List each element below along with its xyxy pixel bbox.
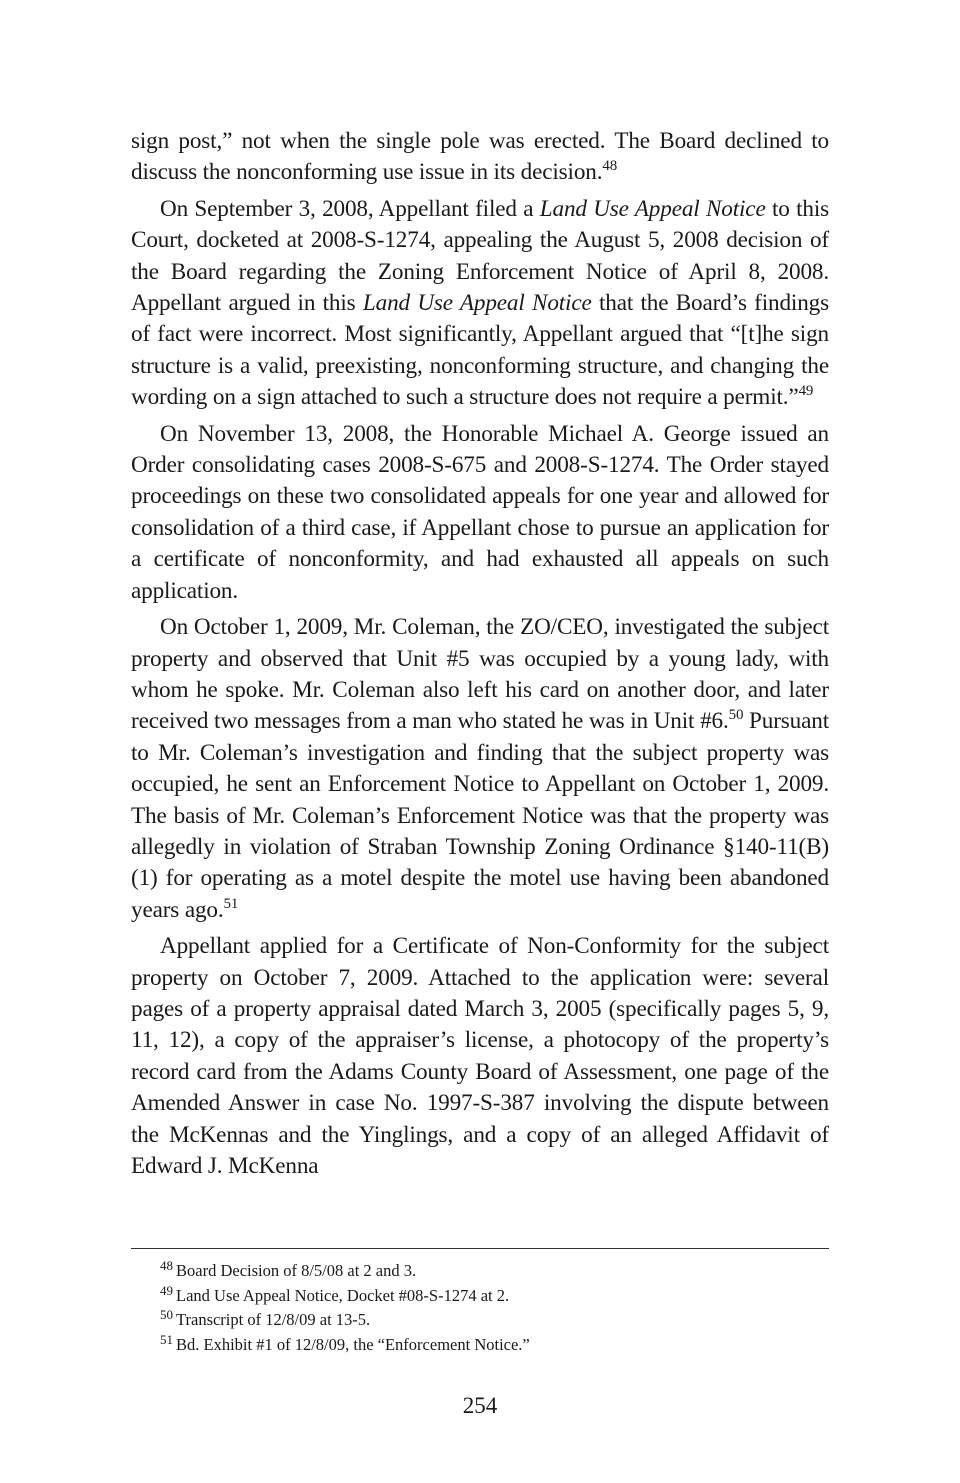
footnote-50 bbox=[131, 1308, 829, 1333]
footnote-ref-51: 51 bbox=[223, 895, 239, 912]
footnote-ref-49: 49 bbox=[798, 383, 814, 400]
footnote-text: Transcript of 12/8/09 at 13-5. bbox=[176, 1310, 371, 1329]
paragraph-2-text-2: to this Court, docketed at 2008-S-1274, appealing the August 5, 2008 decision of the Board regarding the Zoning Enforcement Notice of April 8, 2008. Appellant argued in this bbox=[131, 195, 830, 317]
footnote-number: 48 bbox=[160, 1258, 173, 1273]
document-page bbox=[131, 126, 829, 1187]
paragraph-5-text-1: Appellant applied for a Certificate of Non-Conformity for the subject property on October 7, 2009. Attached to the application were: several pages of a property appraisal dated March 3, 2005 (specifically pages 5, 9, 11, 12), a copy of the appraiser’s license, a photocopy of the property’s record card from the Adams County Board of Assessment, one page of the Amended Answer in case No. 1997-S-387 involving the dispute between the McKennas and the Yinglings, and a copy of an alleged Affidavit of Edward J. McKenna bbox=[131, 933, 829, 1179]
body-text bbox=[131, 126, 829, 1182]
paragraph-1-text-1: sign post,” not when the single pole was erected. The Board declined to discuss the nonconforming use issue in its decision. bbox=[131, 128, 829, 186]
footnotes-section bbox=[131, 1248, 829, 1357]
footnote-49 bbox=[131, 1284, 829, 1309]
footnote-number: 49 bbox=[160, 1282, 173, 1298]
footnote-ref-50: 50 bbox=[728, 707, 744, 724]
paragraph-4 bbox=[131, 612, 829, 926]
case-title-italic-1: Land Use Appeal Notice bbox=[539, 195, 766, 222]
paragraph-5 bbox=[131, 931, 829, 1182]
footnote-text: Bd. Exhibit #1 of 12/8/09, the “Enforcement Notice.” bbox=[176, 1334, 530, 1354]
footnote-number: 51 bbox=[160, 1331, 173, 1347]
footnote-48 bbox=[131, 1259, 829, 1284]
paragraph-2-text-1: On September 3, 2008, Appellant filed a bbox=[160, 195, 540, 222]
paragraph-4-text-2: Pursuant to Mr. Coleman’s investigation and finding that the subject property was occupied, he sent an Enforcement Notice to Appellant on October 1, 2009. The basis of Mr. Coleman’s Enforcement Notice was that the property was allegedly in violation of Straban Township Zoning Ordinance §140-11(B)(1) for operating as a motel despite the motel use having been abandoned years ago. bbox=[131, 708, 829, 923]
paragraph-3 bbox=[131, 419, 829, 607]
paragraph-2 bbox=[131, 194, 829, 414]
paragraph-3-text-1: On November 13, 2008, the Honorable Michael A. George issued an Order consolidating cases 2008-S-675 and 2008-S-1274. The Order stayed proceedings on these two consolidated appeals for one year and allowed for consolidation of a third case, if Appellant chose to pursue an application for a certificate of nonconformity, and had exhausted all appeals on such application. bbox=[131, 420, 829, 604]
paragraph-1 bbox=[131, 126, 829, 189]
footnote-text: Board Decision of 8/5/08 at 2 and 3. bbox=[176, 1261, 417, 1280]
paragraph-4-text-1: On October 1, 2009, Mr. Coleman, the ZO/CEO, investigated the subject property and observed that Unit #5 was occupied by a young lady, with whom he spoke. Mr. Coleman also left his card on another door, and later received two messages from a man who stated he was in Unit #6. bbox=[131, 614, 829, 735]
footnote-51 bbox=[131, 1333, 829, 1358]
page-number: 254 bbox=[462, 1393, 498, 1418]
footnote-number: 50 bbox=[160, 1307, 173, 1322]
case-title-italic-2: Land Use Appeal Notice bbox=[362, 290, 592, 317]
paragraph-2-text-3: that the Board’s findings of fact were incorrect. Most significantly, Appellant argued that “[t]he sign structure is a valid, preexisting, nonconforming structure, and changing the wording on a sign attached to such a structure does not require a permit.” bbox=[131, 290, 829, 411]
footnote-ref-48: 48 bbox=[602, 158, 618, 175]
footnote-text: Land Use Appeal Notice, Docket #08-S-1274 at 2. bbox=[176, 1285, 510, 1305]
